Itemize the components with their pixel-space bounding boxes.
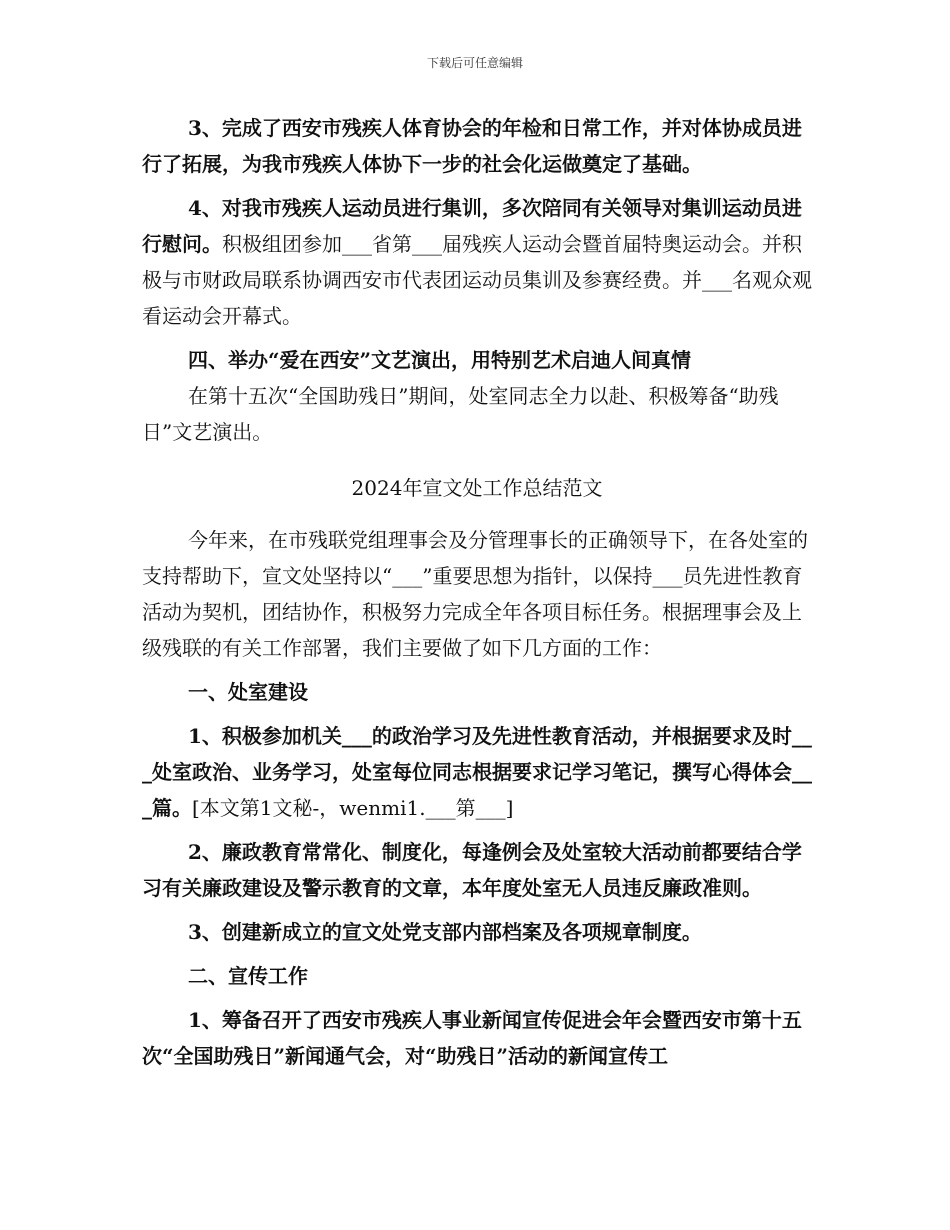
paragraph-office-item-3: 3、创建新成立的宣文处党支部内部档案及各项规章制度。 xyxy=(188,920,702,944)
paragraph-disability-day: 在第十五次“全国助残日”期间，处室同志全力以赴、积极筹备“助残日”文艺演出。 xyxy=(142,384,779,444)
paragraph-item-4 xyxy=(142,190,812,334)
office-item-1-plain-text: [本文第1文秘-，wenmi1.___第___] xyxy=(192,796,514,820)
item-4-bold-text: 4、对我市残疾人运动员进行集训，多次陪同有关领导对集训运动员进行慰问。 xyxy=(142,196,802,256)
paragraph-office-item-2: 2、廉政教育常常化、制度化，每逢例会及处室较大活动前都要结合学习有关廉政建设及警示教育的文章，本年度处室无人员违反廉政准则。 xyxy=(142,840,802,900)
office-item-1-bold-text: 1、积极参加机关___的政治学习及先进性教育活动，并根据要求及时___处室政治、业务学习，处室每位同志根据要求记学习笔记，撰写心得体会___篇。 xyxy=(142,724,812,820)
page-header-note: 下载后可任意编辑 xyxy=(426,56,523,70)
heading-office-building: 一、处室建设 xyxy=(188,680,308,704)
paragraph-intro: 今年来，在市残联党组理事会及分管理事长的正确领导下，在各处室的支持帮助下，宣文处坚持以“___”重要思想为指针，以保持___员先进性教育活动为契机，团结协作，积极努力完成全年各项目标任务。根据理事会及上级残联的有关工作部署，我们主要做了如下几方面的工作： xyxy=(142,528,808,660)
item-4-plain-text: 积极组团参加___省第___届残疾人运动会暨首届特奥运动会。并积极与市财政局联系协调西安市代表团运动员集训及参赛经费。并___名观众观看运动会开幕式。 xyxy=(142,232,812,328)
paragraph-item-3: 3、完成了西安市残疾人体育协会的年检和日常工作，并对体协成员进行了拓展，为我市残疾人体协下一步的社会化运做奠定了基础。 xyxy=(142,116,802,176)
paragraph-office-item-1 xyxy=(142,718,812,826)
section-heading-4: 四、举办“爱在西安”文艺演出，用特别艺术启迪人间真情 xyxy=(188,348,692,372)
heading-publicity: 二、宣传工作 xyxy=(188,964,308,988)
document-title: 2024年宣文处工作总结范文 xyxy=(351,476,603,500)
document-body xyxy=(142,110,812,1074)
paragraph-publicity-item-1: 1、筹备召开了西安市残疾人事业新闻宣传促进会年会暨西安市第十五次“全国助残日”新闻通气会，对“助残日”活动的新闻宣传工 xyxy=(142,1008,802,1068)
